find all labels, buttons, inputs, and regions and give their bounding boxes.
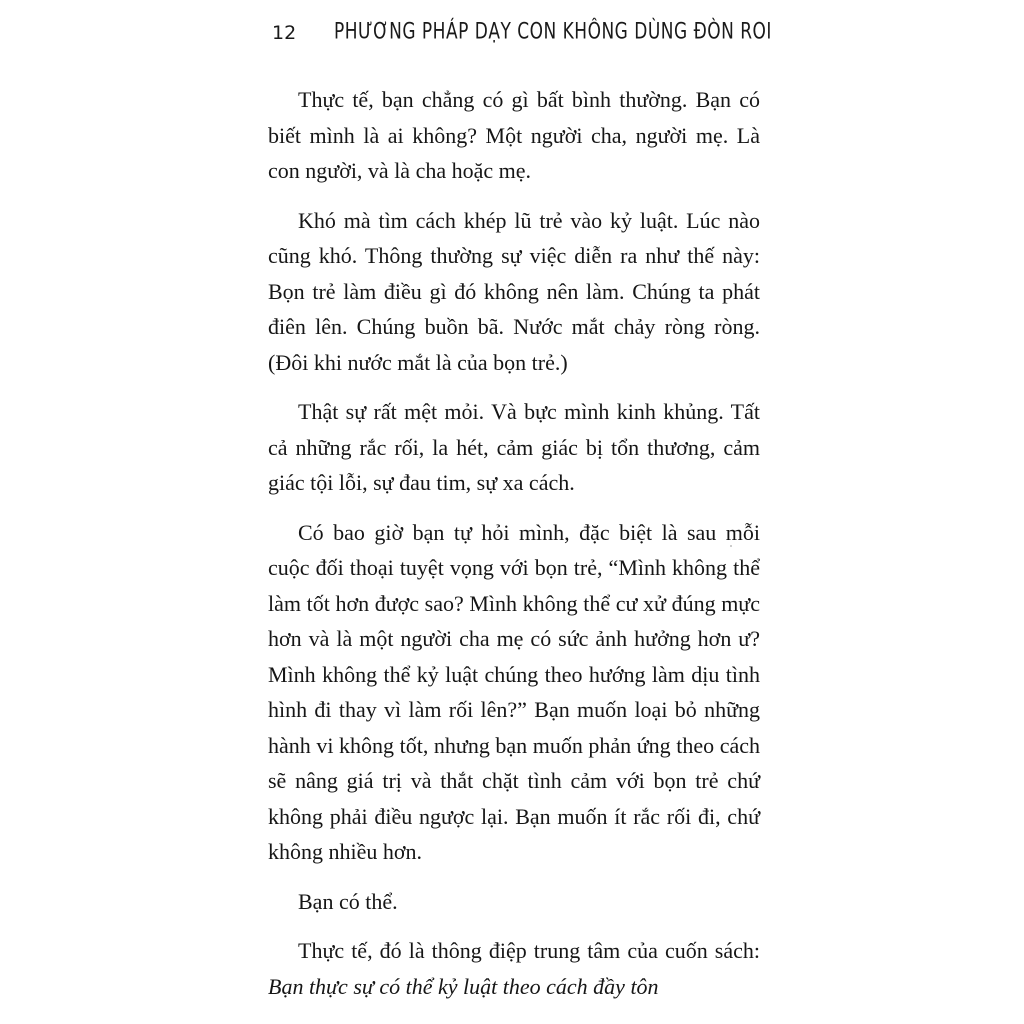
paper-speck (730, 545, 732, 547)
paragraph-6 (268, 933, 760, 1004)
body-text (268, 82, 760, 1004)
paragraph-5: Bạn có thể. (298, 888, 398, 914)
page-number: 12 (272, 22, 297, 44)
paragraph-1: Thực tế, bạn chẳng có gì bất bình thường. Bạn có biết mình là ai không? Một người cha, người mẹ. Là con người, và là cha hoặc mẹ. (268, 87, 760, 183)
final-paragraph-lead: Thực tế, đó là thông điệp trung tâm của cuốn sách: (298, 938, 760, 963)
running-title: PHƯƠNG PHÁP DẠY CON KHÔNG DÙNG ĐÒN ROI (334, 19, 772, 45)
paragraph-3: Thật sự rất mệt mỏi. Và bực mình kinh khủng. Tất cả những rắc rối, la hét, cảm giác bị tổn thương, cảm giác tội lỗi, sự đau tim, sự xa cách. (268, 399, 760, 495)
paragraph-2: Khó mà tìm cách khép lũ trẻ vào kỷ luật. Lúc nào cũng khó. Thông thường sự việc diễn ra như thế này: Bọn trẻ làm điều gì đó không nên làm. Chúng ta phát điên lên. Chúng buồn bã. Nước mắt chảy ròng ròng. (Đôi khi nước mắt là của bọn trẻ.) (268, 207, 760, 375)
final-paragraph-italic: Bạn thực sự có thể kỷ luật theo cách đầy tôn (268, 973, 659, 999)
paragraph-4: Có bao giờ bạn tự hỏi mình, đặc biệt là sau mỗi cuộc đối thoại tuyệt vọng với bọn trẻ, “Mình không thể làm tốt hơn được sao? Mình không thể cư xử đúng mực hơn và là một người cha mẹ có sức ảnh hưởng hơn ư? Mình không thể kỷ luật chúng theo hướng làm dịu tình hình đi thay vì làm rối lên?” Bạn muốn loại bỏ những hành vi không tốt, nhưng bạn muốn phản ứng theo cách sẽ nâng giá trị và thắt chặt tình cảm với bọn trẻ chứ không phải điều ngược lại. Bạn muốn ít rắc rối đi, chứ không nhiều hơn. (268, 519, 760, 864)
